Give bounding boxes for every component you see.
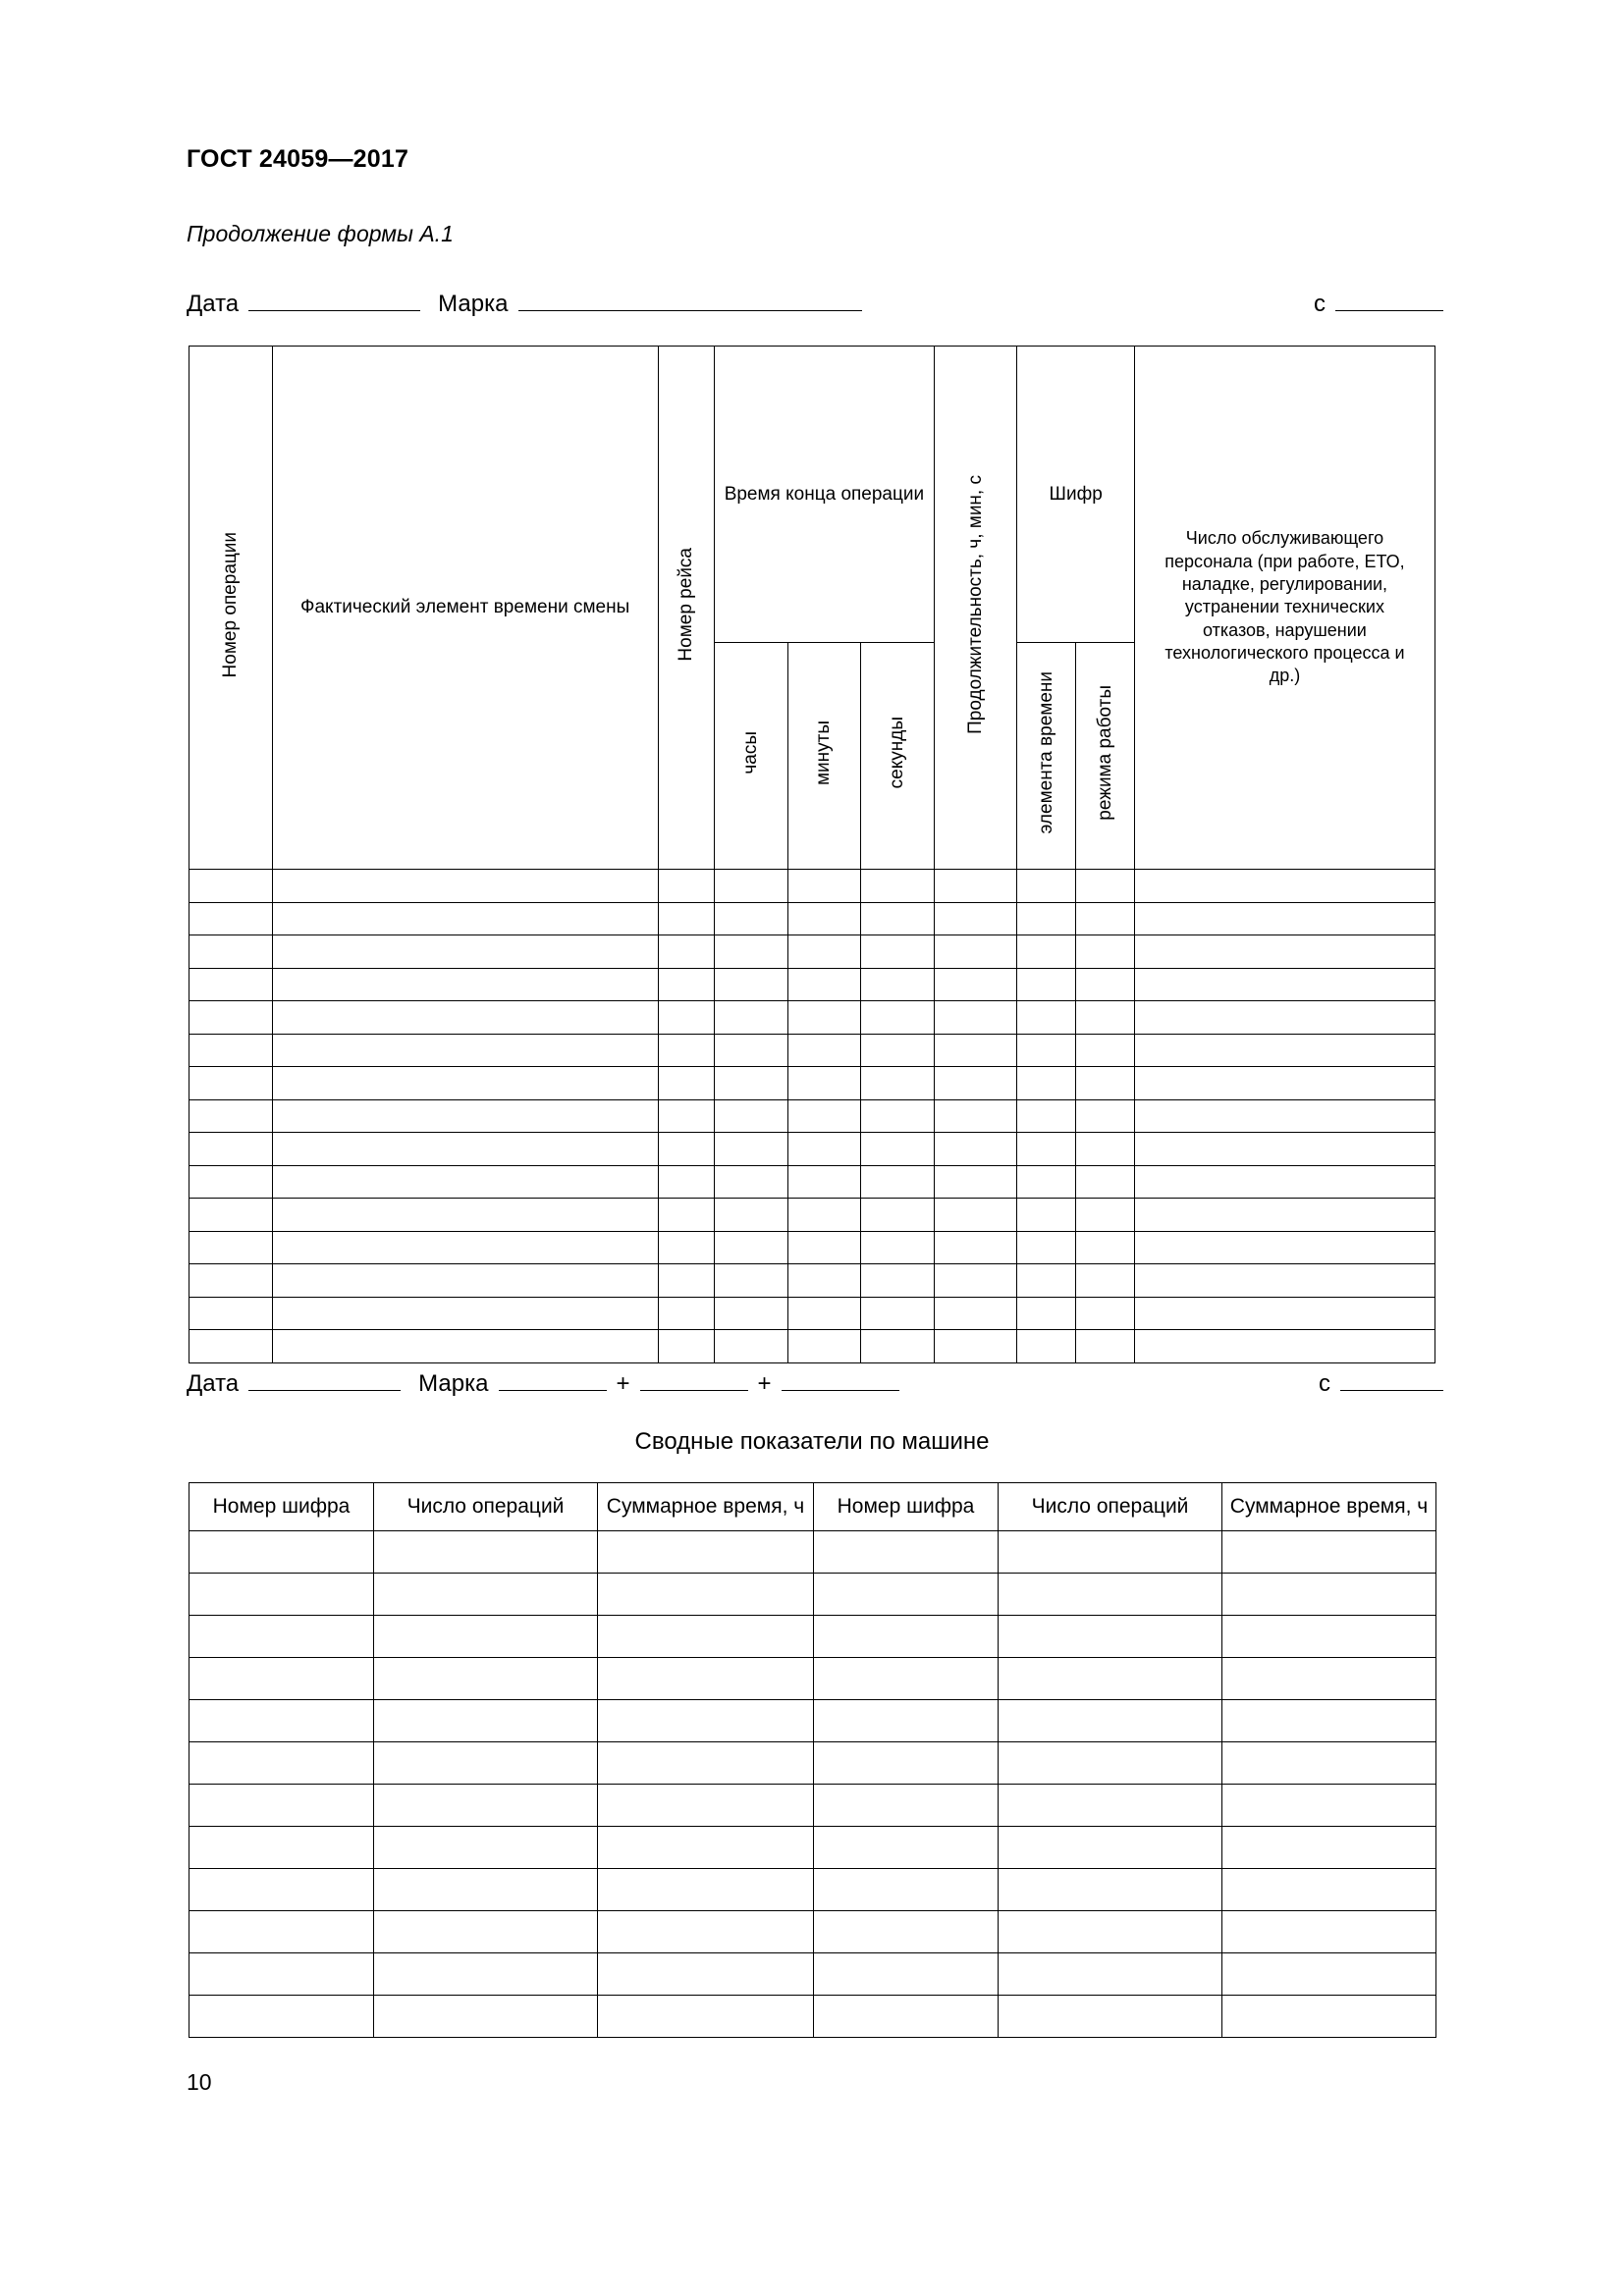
summary-cell-operation-count-2[interactable]	[999, 1531, 1222, 1574]
cell-minutes[interactable]	[787, 935, 861, 969]
cell-actual-element[interactable]	[272, 1067, 658, 1100]
cell-actual-element[interactable]	[272, 1330, 658, 1363]
cell-staff-count[interactable]	[1134, 1199, 1435, 1232]
cell-hours[interactable]	[714, 1165, 787, 1199]
list-item[interactable]	[189, 1827, 1436, 1869]
header-code-time-element: элемента времени	[1017, 643, 1076, 870]
cell-actual-element[interactable]	[272, 1133, 658, 1166]
cell-seconds[interactable]	[861, 1001, 935, 1035]
brand-blank-bottom-1[interactable]	[499, 1370, 607, 1391]
plus-sign-1: +	[616, 1370, 630, 1397]
cell-staff-count[interactable]	[1134, 870, 1435, 903]
cell-duration[interactable]	[934, 1231, 1017, 1264]
cell-minutes[interactable]	[787, 968, 861, 1001]
summary-table-body	[189, 1531, 1436, 2038]
cell-actual-element[interactable]	[272, 935, 658, 969]
summary-cell-total-time-1[interactable]	[598, 1996, 814, 2038]
summary-cell-operation-count-1[interactable]	[374, 1996, 598, 2038]
summary-cell-total-time-2[interactable]	[1222, 1658, 1436, 1700]
summary-cell-total-time-1[interactable]	[598, 1658, 814, 1700]
summary-cell-code-number-2[interactable]	[814, 1531, 999, 1574]
cell-staff-count[interactable]	[1134, 1330, 1435, 1363]
summary-cell-code-number-2[interactable]	[814, 1616, 999, 1658]
cell-code-time-element[interactable]	[1017, 1099, 1076, 1133]
summary-table	[189, 1482, 1436, 2038]
summary-cell-code-number-2[interactable]	[814, 1827, 999, 1869]
cell-trip-number[interactable]	[658, 1231, 714, 1264]
cell-duration[interactable]	[934, 1165, 1017, 1199]
cell-minutes[interactable]	[787, 1231, 861, 1264]
cell-seconds[interactable]	[861, 1330, 935, 1363]
table-row[interactable]	[189, 1133, 1435, 1166]
cell-duration[interactable]	[934, 1330, 1017, 1363]
cell-duration[interactable]	[934, 1133, 1017, 1166]
cell-seconds[interactable]	[861, 1165, 935, 1199]
summary-cell-total-time-1[interactable]	[598, 1531, 814, 1574]
summary-table-title: Сводные показатели по машине	[634, 1428, 990, 1455]
summary-cell-operation-count-1[interactable]	[374, 1531, 598, 1574]
cell-minutes[interactable]	[787, 1264, 861, 1298]
cell-hours[interactable]	[714, 1231, 787, 1264]
summary-cell-code-number-1[interactable]	[189, 1742, 374, 1785]
summary-cell-code-number-1[interactable]	[189, 1616, 374, 1658]
cell-seconds[interactable]	[861, 902, 935, 935]
list-item[interactable]	[189, 1700, 1436, 1742]
cell-seconds[interactable]	[861, 1297, 935, 1330]
cell-hours[interactable]	[714, 1199, 787, 1232]
summary-cell-code-number-1[interactable]	[189, 1911, 374, 1953]
summary-cell-total-time-1[interactable]	[598, 1953, 814, 1996]
cell-operation-number[interactable]	[189, 1133, 273, 1166]
brand-blank-bottom-2[interactable]	[640, 1370, 748, 1391]
summary-cell-total-time-2[interactable]	[1222, 1574, 1436, 1616]
cell-code-time-element[interactable]	[1017, 1330, 1076, 1363]
cell-code-work-mode[interactable]	[1076, 935, 1135, 969]
header-minutes: минуты	[787, 643, 861, 870]
cell-trip-number[interactable]	[658, 1264, 714, 1298]
cell-code-time-element[interactable]	[1017, 1165, 1076, 1199]
cell-seconds[interactable]	[861, 870, 935, 903]
date-blank-top[interactable]	[248, 291, 420, 311]
cell-operation-number[interactable]	[189, 935, 273, 969]
summary-cell-code-number-1[interactable]	[189, 1869, 374, 1911]
table-header-row	[189, 347, 1435, 643]
cell-code-work-mode[interactable]	[1076, 1034, 1135, 1067]
summary-cell-operation-count-2[interactable]	[999, 1996, 1222, 2038]
cell-staff-count[interactable]	[1134, 1099, 1435, 1133]
summary-cell-total-time-2[interactable]	[1222, 1616, 1436, 1658]
observation-table	[189, 346, 1435, 1363]
summary-cell-code-number-2[interactable]	[814, 1785, 999, 1827]
summary-header-code-number-2: Номер шифра	[814, 1483, 999, 1531]
summary-cell-operation-count-1[interactable]	[374, 1742, 598, 1785]
cell-trip-number[interactable]	[658, 1199, 714, 1232]
summary-cell-code-number-2[interactable]	[814, 1700, 999, 1742]
cell-duration[interactable]	[934, 1297, 1017, 1330]
cell-actual-element[interactable]	[272, 1297, 658, 1330]
cell-duration[interactable]	[934, 935, 1017, 969]
cell-trip-number[interactable]	[658, 1001, 714, 1035]
summary-cell-code-number-1[interactable]	[189, 1785, 374, 1827]
summary-cell-code-number-2[interactable]	[814, 1658, 999, 1700]
cell-actual-element[interactable]	[272, 1199, 658, 1232]
summary-cell-total-time-2[interactable]	[1222, 1785, 1436, 1827]
s-label-bottom: с	[1319, 1370, 1330, 1397]
cell-staff-count[interactable]	[1134, 1001, 1435, 1035]
cell-minutes[interactable]	[787, 1034, 861, 1067]
list-item[interactable]	[189, 1658, 1436, 1700]
cell-duration[interactable]	[934, 902, 1017, 935]
summary-header-total-time-1: Суммарное время, ч	[598, 1483, 814, 1531]
header-code-work-mode: режима работы	[1076, 643, 1135, 870]
list-item[interactable]	[189, 1742, 1436, 1785]
header-code-group: Шифр	[1017, 347, 1134, 643]
cell-trip-number[interactable]	[658, 1133, 714, 1166]
cell-minutes[interactable]	[787, 1099, 861, 1133]
cell-trip-number[interactable]	[658, 1099, 714, 1133]
cell-code-work-mode[interactable]	[1076, 1330, 1135, 1363]
cell-code-time-element[interactable]	[1017, 1133, 1076, 1166]
cell-code-work-mode[interactable]	[1076, 1133, 1135, 1166]
cell-staff-count[interactable]	[1134, 902, 1435, 935]
summary-cell-code-number-2[interactable]	[814, 1574, 999, 1616]
cell-staff-count[interactable]	[1134, 1264, 1435, 1298]
list-item[interactable]	[189, 1869, 1436, 1911]
summary-cell-total-time-1[interactable]	[598, 1911, 814, 1953]
cell-code-work-mode[interactable]	[1076, 1067, 1135, 1100]
cell-code-work-mode[interactable]	[1076, 1165, 1135, 1199]
cell-hours[interactable]	[714, 968, 787, 1001]
cell-code-work-mode[interactable]	[1076, 1297, 1135, 1330]
cell-trip-number[interactable]	[658, 935, 714, 969]
cell-staff-count[interactable]	[1134, 1231, 1435, 1264]
summary-cell-code-number-2[interactable]	[814, 1953, 999, 1996]
summary-cell-total-time-2[interactable]	[1222, 1869, 1436, 1911]
summary-cell-operation-count-1[interactable]	[374, 1574, 598, 1616]
cell-trip-number[interactable]	[658, 1034, 714, 1067]
list-item[interactable]	[189, 1574, 1436, 1616]
cell-operation-number[interactable]	[189, 870, 273, 903]
cell-operation-number[interactable]	[189, 1001, 273, 1035]
cell-actual-element[interactable]	[272, 1001, 658, 1035]
cell-actual-element[interactable]	[272, 1099, 658, 1133]
cell-trip-number[interactable]	[658, 1297, 714, 1330]
cell-code-time-element[interactable]	[1017, 1001, 1076, 1035]
list-item[interactable]	[189, 1616, 1436, 1658]
cell-operation-number[interactable]	[189, 902, 273, 935]
s-label-top: с	[1314, 291, 1326, 317]
s-blank-top[interactable]	[1335, 291, 1443, 311]
summary-cell-operation-count-2[interactable]	[999, 1742, 1222, 1785]
table-row[interactable]	[189, 1034, 1435, 1067]
header-trip-number: Номер рейса	[658, 347, 714, 870]
cell-actual-element[interactable]	[272, 1264, 658, 1298]
summary-cell-code-number-1[interactable]	[189, 1700, 374, 1742]
summary-cell-code-number-2[interactable]	[814, 1869, 999, 1911]
standard-header: ГОСТ 24059—2017	[187, 145, 409, 173]
date-brand-line-top	[187, 291, 1443, 318]
summary-cell-operation-count-2[interactable]	[999, 1869, 1222, 1911]
cell-hours[interactable]	[714, 1001, 787, 1035]
cell-hours[interactable]	[714, 902, 787, 935]
header-staff-count: Число обслуживающего персонала (при работе, ЕТО, наладке, регулировании, устранении технических отказов, нарушении технологического процесса и др.)	[1134, 347, 1435, 870]
cell-minutes[interactable]	[787, 1133, 861, 1166]
summary-cell-code-number-1[interactable]	[189, 1996, 374, 2038]
cell-code-time-element[interactable]	[1017, 1034, 1076, 1067]
header-operation-number: Номер операции	[189, 347, 273, 870]
cell-code-time-element[interactable]	[1017, 935, 1076, 969]
cell-minutes[interactable]	[787, 1330, 861, 1363]
header-end-time-group: Время конца операции	[714, 347, 934, 643]
cell-actual-element[interactable]	[272, 1231, 658, 1264]
cell-actual-element[interactable]	[272, 1165, 658, 1199]
summary-header-total-time-2: Суммарное время, ч	[1222, 1483, 1436, 1531]
cell-code-work-mode[interactable]	[1076, 870, 1135, 903]
summary-cell-operation-count-1[interactable]	[374, 1700, 598, 1742]
table-row[interactable]	[189, 1297, 1435, 1330]
list-item[interactable]	[189, 1911, 1436, 1953]
brand-label-top: Марка	[438, 291, 509, 317]
cell-code-time-element[interactable]	[1017, 1067, 1076, 1100]
cell-staff-count[interactable]	[1134, 1034, 1435, 1067]
table-row[interactable]	[189, 968, 1435, 1001]
cell-seconds[interactable]	[861, 1264, 935, 1298]
cell-code-work-mode[interactable]	[1076, 902, 1135, 935]
summary-header-operation-count-1: Число операций	[374, 1483, 598, 1531]
cell-code-work-mode[interactable]	[1076, 1264, 1135, 1298]
cell-minutes[interactable]	[787, 902, 861, 935]
summary-cell-total-time-1[interactable]	[598, 1827, 814, 1869]
summary-cell-total-time-1[interactable]	[598, 1785, 814, 1827]
cell-trip-number[interactable]	[658, 1165, 714, 1199]
cell-code-time-element[interactable]	[1017, 968, 1076, 1001]
cell-minutes[interactable]	[787, 1165, 861, 1199]
summary-cell-total-time-1[interactable]	[598, 1869, 814, 1911]
table-row[interactable]	[189, 1330, 1435, 1363]
cell-hours[interactable]	[714, 870, 787, 903]
cell-actual-element[interactable]	[272, 870, 658, 903]
cell-operation-number[interactable]	[189, 1165, 273, 1199]
summary-cell-total-time-2[interactable]	[1222, 1531, 1436, 1574]
brand-label-bottom: Марка	[418, 1370, 489, 1397]
cell-operation-number[interactable]	[189, 1067, 273, 1100]
cell-seconds[interactable]	[861, 968, 935, 1001]
cell-minutes[interactable]	[787, 1199, 861, 1232]
cell-staff-count[interactable]	[1134, 935, 1435, 969]
cell-minutes[interactable]	[787, 870, 861, 903]
table-row[interactable]	[189, 1067, 1435, 1100]
cell-code-time-element[interactable]	[1017, 1264, 1076, 1298]
table-row[interactable]	[189, 1001, 1435, 1035]
form-continuation-label: Продолжение формы А.1	[187, 221, 454, 246]
summary-cell-operation-count-1[interactable]	[374, 1616, 598, 1658]
summary-cell-operation-count-2[interactable]	[999, 1616, 1222, 1658]
header-duration: Продолжительность, ч, мин, с	[934, 347, 1017, 870]
cell-trip-number[interactable]	[658, 870, 714, 903]
cell-duration[interactable]	[934, 1099, 1017, 1133]
cell-seconds[interactable]	[861, 1099, 935, 1133]
cell-actual-element[interactable]	[272, 968, 658, 1001]
date-brand-line-bottom	[187, 1370, 1443, 1398]
header-actual-element: Фактический элемент времени смены	[272, 347, 658, 870]
cell-seconds[interactable]	[861, 935, 935, 969]
summary-header-operation-count-2: Число операций	[999, 1483, 1222, 1531]
summary-cell-operation-count-1[interactable]	[374, 1869, 598, 1911]
cell-operation-number[interactable]	[189, 1099, 273, 1133]
summary-cell-operation-count-1[interactable]	[374, 1911, 598, 1953]
cell-trip-number[interactable]	[658, 968, 714, 1001]
summary-cell-code-number-1[interactable]	[189, 1953, 374, 1996]
summary-cell-operation-count-2[interactable]	[999, 1574, 1222, 1616]
summary-cell-total-time-2[interactable]	[1222, 1953, 1436, 1996]
table-row[interactable]	[189, 870, 1435, 903]
summary-cell-code-number-1[interactable]	[189, 1531, 374, 1574]
cell-duration[interactable]	[934, 968, 1017, 1001]
summary-cell-code-number-2[interactable]	[814, 1996, 999, 2038]
list-item[interactable]	[189, 1996, 1436, 2038]
cell-minutes[interactable]	[787, 1067, 861, 1100]
cell-staff-count[interactable]	[1134, 1297, 1435, 1330]
cell-hours[interactable]	[714, 935, 787, 969]
cell-operation-number[interactable]	[189, 1199, 273, 1232]
table-row[interactable]	[189, 1099, 1435, 1133]
cell-staff-count[interactable]	[1134, 1165, 1435, 1199]
table-row[interactable]	[189, 1165, 1435, 1199]
cell-code-time-element[interactable]	[1017, 902, 1076, 935]
cell-operation-number[interactable]	[189, 1231, 273, 1264]
summary-cell-operation-count-1[interactable]	[374, 1658, 598, 1700]
summary-cell-total-time-2[interactable]	[1222, 1911, 1436, 1953]
cell-hours[interactable]	[714, 1330, 787, 1363]
cell-minutes[interactable]	[787, 1001, 861, 1035]
cell-code-work-mode[interactable]	[1076, 1099, 1135, 1133]
date-blank-bottom[interactable]	[248, 1370, 401, 1391]
summary-cell-operation-count-2[interactable]	[999, 1827, 1222, 1869]
cell-seconds[interactable]	[861, 1034, 935, 1067]
cell-actual-element[interactable]	[272, 1034, 658, 1067]
cell-operation-number[interactable]	[189, 1330, 273, 1363]
cell-hours[interactable]	[714, 1067, 787, 1100]
brand-blank-top[interactable]	[518, 291, 862, 311]
summary-cell-code-number-2[interactable]	[814, 1742, 999, 1785]
cell-trip-number[interactable]	[658, 1067, 714, 1100]
cell-operation-number[interactable]	[189, 1264, 273, 1298]
header-hours: часы	[714, 643, 787, 870]
cell-hours[interactable]	[714, 1034, 787, 1067]
cell-hours[interactable]	[714, 1099, 787, 1133]
cell-code-time-element[interactable]	[1017, 1231, 1076, 1264]
table-row[interactable]	[189, 1231, 1435, 1264]
s-blank-bottom[interactable]	[1340, 1370, 1443, 1391]
summary-cell-total-time-1[interactable]	[598, 1742, 814, 1785]
summary-cell-operation-count-2[interactable]	[999, 1953, 1222, 1996]
cell-minutes[interactable]	[787, 1297, 861, 1330]
cell-code-work-mode[interactable]	[1076, 968, 1135, 1001]
page-number: 10	[187, 2069, 212, 2095]
brand-blank-bottom-3[interactable]	[782, 1370, 899, 1391]
cell-seconds[interactable]	[861, 1199, 935, 1232]
table-row[interactable]	[189, 1264, 1435, 1298]
summary-cell-operation-count-2[interactable]	[999, 1911, 1222, 1953]
header-seconds: секунды	[861, 643, 935, 870]
cell-duration[interactable]	[934, 1001, 1017, 1035]
cell-staff-count[interactable]	[1134, 1133, 1435, 1166]
table-row[interactable]	[189, 1199, 1435, 1232]
summary-cell-operation-count-1[interactable]	[374, 1953, 598, 1996]
cell-duration[interactable]	[934, 1067, 1017, 1100]
date-label-bottom: Дата	[187, 1370, 240, 1397]
cell-staff-count[interactable]	[1134, 1067, 1435, 1100]
cell-hours[interactable]	[714, 1264, 787, 1298]
cell-code-time-element[interactable]	[1017, 1199, 1076, 1232]
cell-hours[interactable]	[714, 1133, 787, 1166]
summary-cell-operation-count-2[interactable]	[999, 1700, 1222, 1742]
summary-cell-total-time-1[interactable]	[598, 1574, 814, 1616]
cell-duration[interactable]	[934, 870, 1017, 903]
cell-code-work-mode[interactable]	[1076, 1199, 1135, 1232]
cell-seconds[interactable]	[861, 1231, 935, 1264]
summary-cell-code-number-2[interactable]	[814, 1911, 999, 1953]
summary-cell-total-time-2[interactable]	[1222, 1996, 1436, 2038]
summary-cell-total-time-1[interactable]	[598, 1616, 814, 1658]
cell-code-work-mode[interactable]	[1076, 1231, 1135, 1264]
list-item[interactable]	[189, 1785, 1436, 1827]
summary-header-code-number-1: Номер шифра	[189, 1483, 374, 1531]
date-label-top: Дата	[187, 291, 240, 317]
summary-cell-operation-count-2[interactable]	[999, 1785, 1222, 1827]
table-row[interactable]	[189, 902, 1435, 935]
summary-cell-operation-count-1[interactable]	[374, 1827, 598, 1869]
summary-cell-operation-count-1[interactable]	[374, 1785, 598, 1827]
cell-trip-number[interactable]	[658, 1330, 714, 1363]
observation-table-body	[189, 870, 1435, 1363]
cell-duration[interactable]	[934, 1264, 1017, 1298]
cell-operation-number[interactable]	[189, 1034, 273, 1067]
cell-trip-number[interactable]	[658, 902, 714, 935]
summary-cell-code-number-1[interactable]	[189, 1827, 374, 1869]
list-item[interactable]	[189, 1531, 1436, 1574]
table-row[interactable]	[189, 935, 1435, 969]
summary-header-row	[189, 1483, 1436, 1531]
cell-seconds[interactable]	[861, 1133, 935, 1166]
summary-cell-operation-count-2[interactable]	[999, 1658, 1222, 1700]
cell-code-work-mode[interactable]	[1076, 1001, 1135, 1035]
cell-staff-count[interactable]	[1134, 968, 1435, 1001]
cell-seconds[interactable]	[861, 1067, 935, 1100]
cell-duration[interactable]	[934, 1034, 1017, 1067]
summary-cell-total-time-2[interactable]	[1222, 1742, 1436, 1785]
cell-actual-element[interactable]	[272, 902, 658, 935]
plus-sign-2: +	[757, 1370, 772, 1397]
cell-operation-number[interactable]	[189, 968, 273, 1001]
cell-code-time-element[interactable]	[1017, 1297, 1076, 1330]
cell-code-time-element[interactable]	[1017, 870, 1076, 903]
cell-duration[interactable]	[934, 1199, 1017, 1232]
summary-cell-total-time-2[interactable]	[1222, 1827, 1436, 1869]
cell-hours[interactable]	[714, 1297, 787, 1330]
summary-cell-code-number-1[interactable]	[189, 1658, 374, 1700]
list-item[interactable]	[189, 1953, 1436, 1996]
summary-cell-total-time-1[interactable]	[598, 1700, 814, 1742]
summary-cell-total-time-2[interactable]	[1222, 1700, 1436, 1742]
cell-operation-number[interactable]	[189, 1297, 273, 1330]
summary-cell-code-number-1[interactable]	[189, 1574, 374, 1616]
